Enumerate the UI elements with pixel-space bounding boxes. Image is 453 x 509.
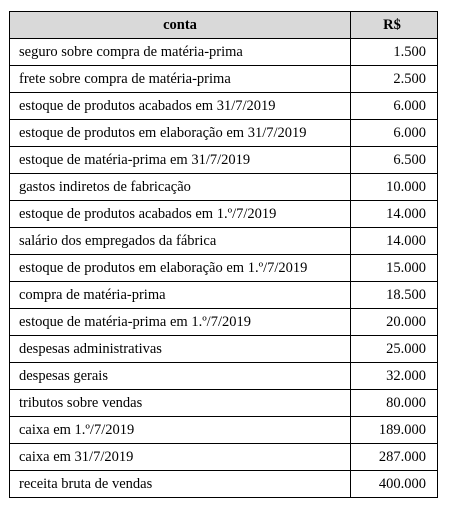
table-row bbox=[10, 39, 438, 66]
cell-valor: 80.000 bbox=[351, 390, 438, 417]
table-row bbox=[10, 201, 438, 228]
cell-valor: 20.000 bbox=[351, 309, 438, 336]
cell-valor: 14.000 bbox=[351, 201, 438, 228]
cell-conta: estoque de produtos em elaboração em 31/7/2019 bbox=[10, 120, 351, 147]
cell-conta: gastos indiretos de fabricação bbox=[10, 174, 351, 201]
cell-conta: caixa em 31/7/2019 bbox=[10, 444, 351, 471]
table-row bbox=[10, 228, 438, 255]
column-header-valor: R$ bbox=[351, 12, 438, 39]
cell-valor: 25.000 bbox=[351, 336, 438, 363]
table-row bbox=[10, 120, 438, 147]
cell-conta: estoque de produtos acabados em 31/7/2019 bbox=[10, 93, 351, 120]
cell-valor: 6.000 bbox=[351, 93, 438, 120]
table-row bbox=[10, 336, 438, 363]
cell-valor: 287.000 bbox=[351, 444, 438, 471]
cell-valor: 2.500 bbox=[351, 66, 438, 93]
column-header-conta: conta bbox=[10, 12, 351, 39]
cell-valor: 1.500 bbox=[351, 39, 438, 66]
table-row bbox=[10, 444, 438, 471]
cell-conta: frete sobre compra de matéria-prima bbox=[10, 66, 351, 93]
cell-conta: seguro sobre compra de matéria-prima bbox=[10, 39, 351, 66]
accounts-table-container bbox=[9, 11, 437, 498]
table-row bbox=[10, 93, 438, 120]
table-row bbox=[10, 174, 438, 201]
table-row bbox=[10, 363, 438, 390]
cell-conta: tributos sobre vendas bbox=[10, 390, 351, 417]
cell-conta: estoque de matéria-prima em 1.º/7/2019 bbox=[10, 309, 351, 336]
table-row bbox=[10, 309, 438, 336]
cell-conta: estoque de matéria-prima em 31/7/2019 bbox=[10, 147, 351, 174]
table-row bbox=[10, 282, 438, 309]
cell-conta: estoque de produtos em elaboração em 1.º/7/2019 bbox=[10, 255, 351, 282]
cell-valor: 189.000 bbox=[351, 417, 438, 444]
cell-valor: 6.500 bbox=[351, 147, 438, 174]
cell-valor: 32.000 bbox=[351, 363, 438, 390]
cell-conta: receita bruta de vendas bbox=[10, 471, 351, 498]
cell-valor: 10.000 bbox=[351, 174, 438, 201]
table-row bbox=[10, 147, 438, 174]
cell-conta: caixa em 1.º/7/2019 bbox=[10, 417, 351, 444]
table-row bbox=[10, 255, 438, 282]
table-row bbox=[10, 66, 438, 93]
cell-conta: estoque de produtos acabados em 1.º/7/2019 bbox=[10, 201, 351, 228]
cell-valor: 6.000 bbox=[351, 120, 438, 147]
cell-conta: despesas administrativas bbox=[10, 336, 351, 363]
cell-valor: 400.000 bbox=[351, 471, 438, 498]
table-row bbox=[10, 471, 438, 498]
cell-conta: salário dos empregados da fábrica bbox=[10, 228, 351, 255]
accounts-table bbox=[9, 11, 438, 498]
cell-conta: compra de matéria-prima bbox=[10, 282, 351, 309]
cell-valor: 18.500 bbox=[351, 282, 438, 309]
table-row bbox=[10, 417, 438, 444]
table-row bbox=[10, 390, 438, 417]
cell-conta: despesas gerais bbox=[10, 363, 351, 390]
cell-valor: 14.000 bbox=[351, 228, 438, 255]
cell-valor: 15.000 bbox=[351, 255, 438, 282]
table-header-row bbox=[10, 12, 438, 39]
